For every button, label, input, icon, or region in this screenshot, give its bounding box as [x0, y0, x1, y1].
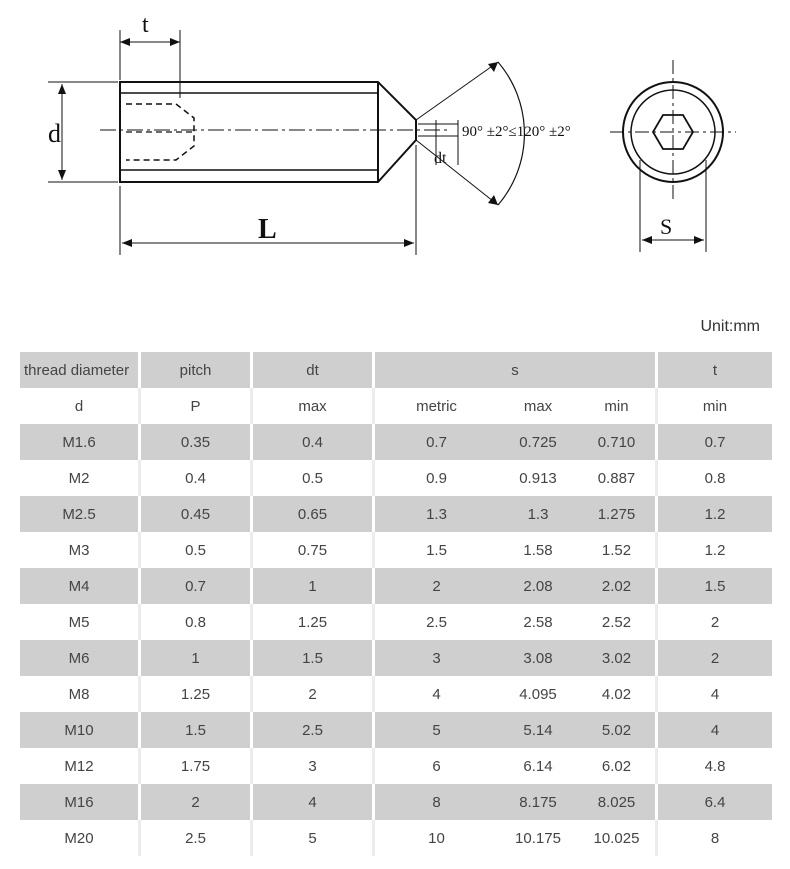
- cell-pitch: 0.35: [141, 424, 253, 460]
- table-row: [20, 820, 772, 856]
- cell-d: M5: [20, 604, 141, 640]
- header-pitch: pitch: [141, 352, 253, 388]
- cell-t-min: 0.8: [658, 460, 772, 496]
- cell-pitch: 0.4: [141, 460, 253, 496]
- cell-d: M16: [20, 784, 141, 820]
- header-s-min: min: [578, 388, 658, 424]
- cell-t-min: 1.5: [658, 568, 772, 604]
- cell-dt-max: 0.4: [253, 424, 375, 460]
- cell-s-min: 3.02: [578, 640, 658, 676]
- header-s: s: [375, 352, 658, 388]
- cell-d: M4: [20, 568, 141, 604]
- cell-d: M12: [20, 748, 141, 784]
- cell-s-metric: 10: [375, 820, 498, 856]
- table-row: [20, 676, 772, 712]
- cell-s-min: 1.52: [578, 532, 658, 568]
- cell-s-min: 1.275: [578, 496, 658, 532]
- cell-s-min: 5.02: [578, 712, 658, 748]
- cell-s-min: 8.025: [578, 784, 658, 820]
- header-dt-max: max: [253, 388, 375, 424]
- cell-s-max: 2.58: [498, 604, 578, 640]
- table-row: [20, 496, 772, 532]
- cell-t-min: 0.7: [658, 424, 772, 460]
- header-row-2: [20, 388, 772, 424]
- cell-s-metric: 5: [375, 712, 498, 748]
- screw-body-outline: [120, 82, 416, 182]
- cell-dt-max: 0.65: [253, 496, 375, 532]
- cell-s-max: 8.175: [498, 784, 578, 820]
- cell-s-max: 1.58: [498, 532, 578, 568]
- cell-pitch: 1: [141, 640, 253, 676]
- cell-dt-max: 1: [253, 568, 375, 604]
- cell-s-metric: 6: [375, 748, 498, 784]
- cell-s-max: 0.913: [498, 460, 578, 496]
- cell-t-min: 2: [658, 604, 772, 640]
- header-dt: dt: [253, 352, 375, 388]
- cell-s-max: 3.08: [498, 640, 578, 676]
- cell-pitch: 1.25: [141, 676, 253, 712]
- cell-t-min: 8: [658, 820, 772, 856]
- cell-d: M2: [20, 460, 141, 496]
- cell-s-metric: 1.5: [375, 532, 498, 568]
- cell-d: M20: [20, 820, 141, 856]
- cell-s-max: 1.3: [498, 496, 578, 532]
- cell-s-metric: 2: [375, 568, 498, 604]
- cell-t-min: 4: [658, 676, 772, 712]
- label-S: S: [660, 214, 673, 239]
- cell-dt-max: 4: [253, 784, 375, 820]
- cell-s-min: 2.02: [578, 568, 658, 604]
- cell-pitch: 0.8: [141, 604, 253, 640]
- cell-s-max: 6.14: [498, 748, 578, 784]
- cell-dt-max: 0.5: [253, 460, 375, 496]
- cell-s-min: 2.52: [578, 604, 658, 640]
- cell-pitch: 1.5: [141, 712, 253, 748]
- cell-dt-max: 5: [253, 820, 375, 856]
- cell-s-min: 0.710: [578, 424, 658, 460]
- table-row: [20, 460, 772, 496]
- cell-dt-max: 1.5: [253, 640, 375, 676]
- cell-s-metric: 3: [375, 640, 498, 676]
- cell-dt-max: 2.5: [253, 712, 375, 748]
- spec-table: [20, 352, 772, 856]
- label-L: L: [258, 214, 277, 245]
- cell-pitch: 0.45: [141, 496, 253, 532]
- cell-s-max: 2.08: [498, 568, 578, 604]
- cell-s-metric: 4: [375, 676, 498, 712]
- header-t-min: min: [658, 388, 772, 424]
- unit-label: Unit:mm: [700, 318, 760, 335]
- header-thread-diameter: thread diameter: [20, 352, 141, 388]
- cell-d: M6: [20, 640, 141, 676]
- cell-s-metric: 0.9: [375, 460, 498, 496]
- cell-dt-max: 2: [253, 676, 375, 712]
- cell-d: M1.6: [20, 424, 141, 460]
- cell-dt-max: 0.75: [253, 532, 375, 568]
- header-P: P: [141, 388, 253, 424]
- cell-d: M10: [20, 712, 141, 748]
- header-row-1: [20, 352, 772, 388]
- table-row: [20, 568, 772, 604]
- cell-s-metric: 8: [375, 784, 498, 820]
- table-row: [20, 640, 772, 676]
- table-row: [20, 784, 772, 820]
- table-row: [20, 424, 772, 460]
- cell-s-min: 10.025: [578, 820, 658, 856]
- cell-d: M3: [20, 532, 141, 568]
- table-row: [20, 604, 772, 640]
- cell-d: M2.5: [20, 496, 141, 532]
- cell-s-max: 5.14: [498, 712, 578, 748]
- cell-s-metric: 0.7: [375, 424, 498, 460]
- cell-s-max: 10.175: [498, 820, 578, 856]
- cell-pitch: 0.5: [141, 532, 253, 568]
- cell-s-min: 0.887: [578, 460, 658, 496]
- cell-pitch: 2.5: [141, 820, 253, 856]
- cell-t-min: 2: [658, 640, 772, 676]
- cell-s-max: 0.725: [498, 424, 578, 460]
- cell-s-min: 4.02: [578, 676, 658, 712]
- cell-dt-max: 3: [253, 748, 375, 784]
- cell-s-metric: 1.3: [375, 496, 498, 532]
- cell-dt-max: 1.25: [253, 604, 375, 640]
- header-d: d: [20, 388, 141, 424]
- cell-d: M8: [20, 676, 141, 712]
- cell-s-metric: 2.5: [375, 604, 498, 640]
- cell-t-min: 4: [658, 712, 772, 748]
- cell-s-min: 6.02: [578, 748, 658, 784]
- cell-t-min: 4.8: [658, 748, 772, 784]
- cell-pitch: 1.75: [141, 748, 253, 784]
- table-row: [20, 532, 772, 568]
- header-t: t: [658, 352, 772, 388]
- cell-s-max: 4.095: [498, 676, 578, 712]
- label-t: t: [142, 12, 149, 38]
- cell-t-min: 1.2: [658, 496, 772, 532]
- label-d: d: [48, 119, 61, 148]
- cell-t-min: 6.4: [658, 784, 772, 820]
- label-dt: dt: [434, 150, 447, 167]
- table-row: [20, 748, 772, 784]
- table-row: [20, 712, 772, 748]
- header-s-max: max: [498, 388, 578, 424]
- header-s-metric: metric: [375, 388, 498, 424]
- cell-pitch: 2: [141, 784, 253, 820]
- angle-note: 90° ±2°≤120° ±2°: [462, 124, 571, 140]
- set-screw-technical-drawing: [0, 0, 790, 300]
- cell-pitch: 0.7: [141, 568, 253, 604]
- cell-t-min: 1.2: [658, 532, 772, 568]
